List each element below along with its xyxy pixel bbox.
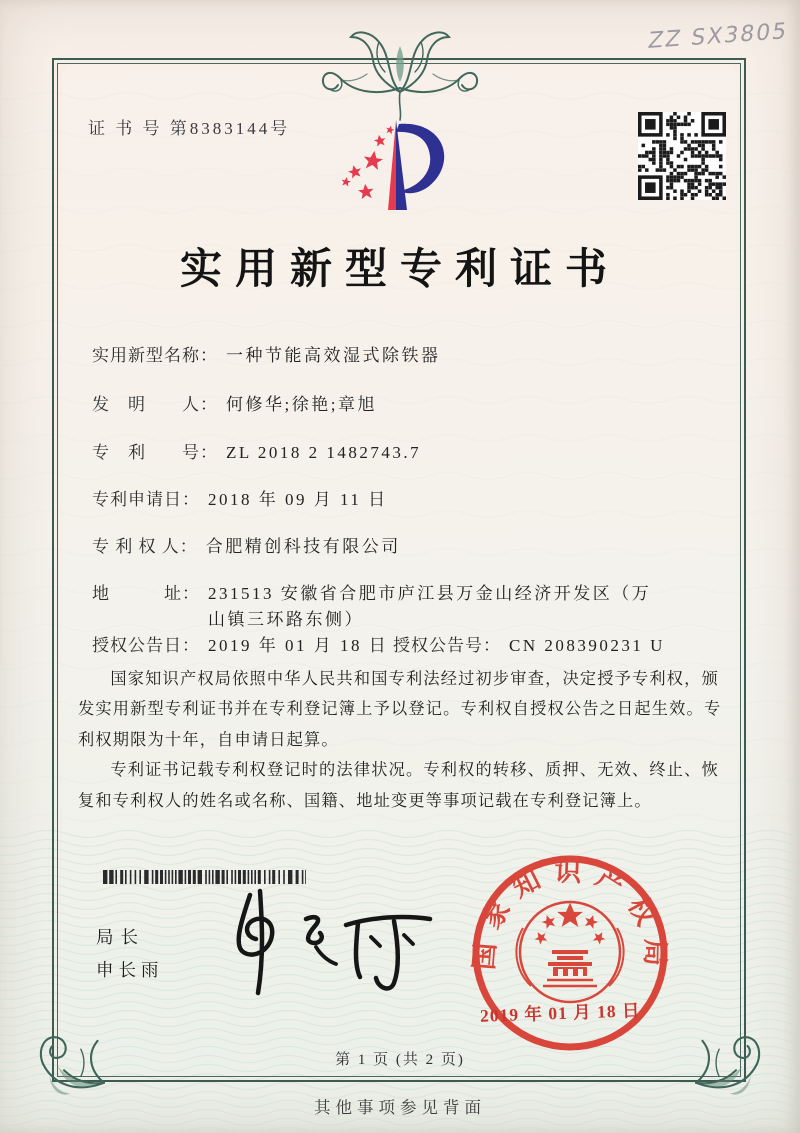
- barcode: [103, 870, 306, 884]
- field-patent-number: [92, 440, 421, 466]
- legal-paragraph-1: 国家知识产权局依照中华人民共和国专利法经过初步审查，决定授予专利权，颁发实用新型专利证书并在专利登记簿上予以登记。专利权自授权公告之日起生效。专利权期限为十年，自申请日起算。: [78, 670, 722, 749]
- officer-title: 局长: [96, 927, 145, 947]
- back-side-note: 其他事项参见背面: [314, 1098, 486, 1117]
- logo-triangle-blue: [396, 120, 407, 210]
- field-grant-number: [393, 633, 665, 659]
- field-label: 实用新型名称：: [92, 346, 218, 365]
- field-label: 授权公告号：: [393, 636, 501, 655]
- field-filing-date: [92, 487, 388, 513]
- field-label: 专 利 权 人：: [92, 537, 198, 556]
- top-filigree-ornament: [295, 16, 505, 122]
- field-label: 发 明 人：: [92, 395, 218, 414]
- page-number: 第 1 页 (共 2 页): [335, 1052, 465, 1068]
- logo-triangle-red: [388, 120, 396, 210]
- field-grant-date: [92, 633, 388, 659]
- seal-date: 2019 年 01 月 18 日: [479, 1000, 641, 1026]
- field-value: 合肥精创科技有限公司: [205, 537, 401, 556]
- cnipa-logo: [333, 110, 458, 228]
- field-value: 一种节能高效湿式除铁器: [226, 346, 441, 365]
- field-utility-model-name: [92, 343, 441, 369]
- field-value: 2018 年 09 月 11 日: [208, 490, 388, 509]
- qr-code: [638, 112, 726, 200]
- legal-paragraph-2: 专利证书记载专利权登记时的法律状况。专利权的转移、质押、无效、终止、恢复和专利权人的姓名或名称、国籍、地址变更等事项记载在专利登记簿上。: [78, 761, 719, 810]
- field-label: 专利申请日：: [92, 490, 200, 509]
- signature: [208, 885, 448, 1000]
- field-inventors: [92, 392, 377, 418]
- field-value: 何修华;徐艳;章旭: [226, 395, 377, 414]
- field-value: 2019 年 01 月 18 日: [208, 636, 389, 655]
- field-label: 专 利 号：: [92, 443, 218, 462]
- field-value: CN 208390231 U: [509, 636, 665, 655]
- field-value: 231513 安徽省合肥市庐江县万金山经济开发区（万山镇三环路东侧）: [208, 584, 652, 630]
- legal-text: [78, 664, 730, 816]
- field-address: [92, 581, 660, 634]
- certificate-number: 证 书 号 第8383144号: [88, 119, 291, 138]
- seal-authority-text: 国家知识产权局: [468, 856, 671, 979]
- field-label: 地 址：: [92, 584, 200, 603]
- certificate-title: 实用新型专利证书: [179, 247, 620, 293]
- officer-name: 申长雨: [96, 960, 164, 980]
- field-label: 授权公告日：: [92, 636, 200, 655]
- handwritten-note: ZZ SX3805: [646, 18, 790, 55]
- national-emblem: [516, 902, 623, 1002]
- field-value: ZL 2018 2 1482743.7: [226, 443, 422, 462]
- logo-stars: [341, 125, 396, 200]
- field-patentee: [92, 534, 401, 560]
